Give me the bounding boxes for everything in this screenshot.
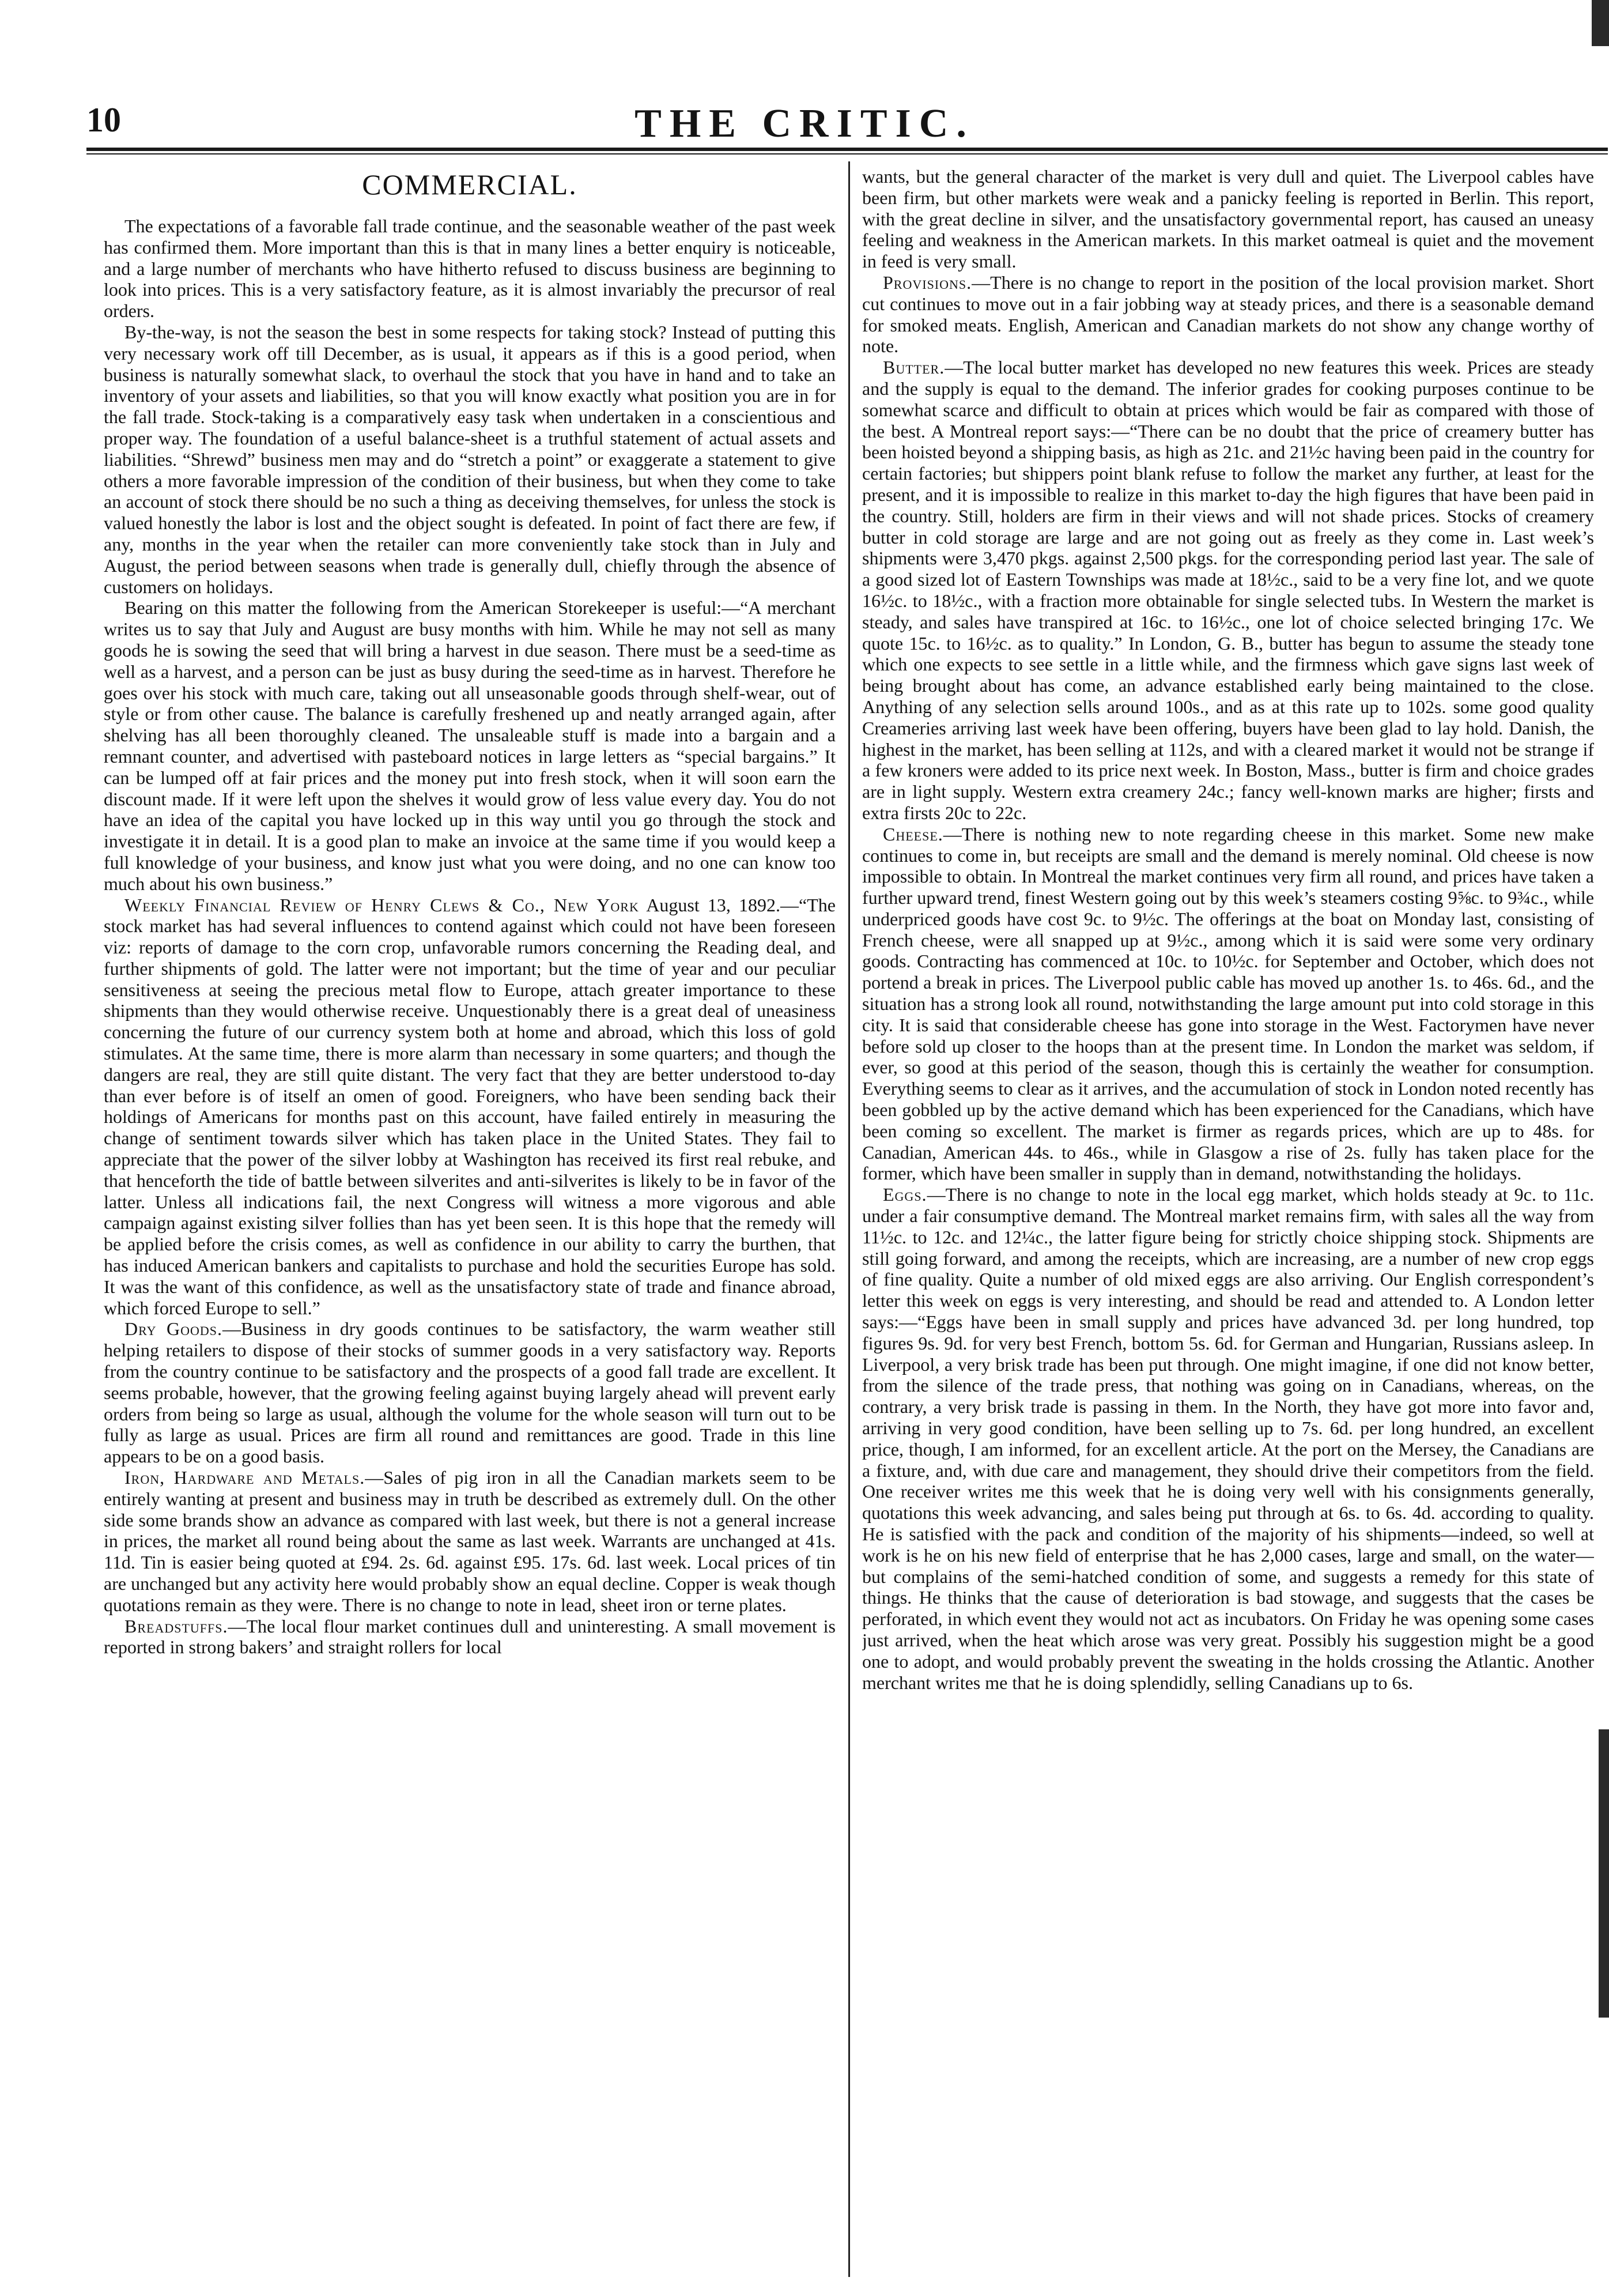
right-paragraphs (862, 166, 1594, 1693)
article-paragraph (104, 1467, 836, 1616)
article-paragraph (104, 216, 836, 322)
header-rule-thin (86, 153, 1608, 154)
paragraph-text: The expectations of a favorable fall trade continue, and the seasonable weather of the past week has confirmed them. More important than this is that in many lines a better enquiry is noticeable, and a large number of merchants who have hitherto refused to discuss business are beginning to look into prices. This is a very satisfactory feature, as it is almost invariably the precursor of real orders. (104, 216, 836, 322)
edge-smudge-top (1592, 0, 1609, 46)
paragraph-text: August 13, 1892.—“The stock market has had several influences to contend against which could not have been foreseen viz: reports of damage to the corn crop, unfavorable rumors concerning the Reading deal, and further shipments of gold. The latter were not important; but the time of year and our peculiar sensitiveness at seeing the precious metal flow to Europe, attach greater importance to these shipments than they would otherwise receive. Unquestionably there is a great deal of uneasiness concerning the future of our currency system both at home and abroad, which this loss of gold stimulates. At the same time, there is more alarm than necessary in some quarters; and though the dangers are real, they are still quite distant. The very fact that they are better understood to-day than ever before is of itself an omen of good. Foreigners, who have been sending back their holdings of Americans for months past on this account, have failed entirely in measuring the change of sentiment towards silver which has taken place in the United States. They fail to appreciate that the power of the silver lobby at Washington has received its first real rebuke, and that henceforth the tide of battle between silverites and anti-silverites is likely to be in favor of the latter. Unless all indications fail, the next Congress will witness a more vigorous and able campaign against existing silver follies than has yet been seen. It is this hope that the remedy will be applied before the crisis comes, as well as confidence in our ability to carry the burthen, that has induced American bankers and capitalists to purchase and hold the securities Europe has sold. It was the want of this confidence, as well as the unsatisfactory state of trade and finance abroad, which forced Europe to sell.” (104, 894, 836, 1318)
left-column (104, 166, 836, 2282)
paragraph-text: —Sales of pig iron in all the Canadian markets seem to be entirely wanting at present and business may in truth be described as extremely dull. On the other side some brands show an advance as compared with last week, but there is not a general increase in prices, the market all round being about the same as last week. Warrants are unchanged at 41s. 11d. Tin is easier being quoted at £94. 2s. 6d. against £95. 17s. 6d. last week. Local prices of tin are unchanged but any activity here would probably show an equal decline. Copper is weak though quotations remain as they were. There is no change to note in lead, sheet iron or terne plates. (104, 1467, 836, 1615)
paragraph-lead: Provisions. (883, 272, 972, 293)
section-heading: COMMERCIAL. (362, 168, 577, 201)
header-rule-thick (86, 148, 1608, 151)
article-paragraph (104, 597, 836, 894)
article-paragraph (104, 1318, 836, 1467)
article-paragraph (104, 1616, 836, 1658)
paragraph-text: —The local butter market has developed no new features this week. Prices are steady and the supply is equal to the demand. The inferior grades for cooking purposes continue to be somewhat scarce and difficult to obtain at prices which would be fair as compared with those of the best. A Montreal report says:—“There can be no doubt that the price of creamery butter has been hoisted beyond a shipping basis, as high as 21c. and 21½c having been paid in the country for certain factories; but shippers point blank refuse to follow the market any further, at least for the present, and it is impossible to realize in this market to-day the high figures that have been paid in the country. Still, holders are firm in their views and will not shade prices. Stocks of creamery butter in cold storage are large and are not going out as freely as they come in. Last week’s shipments were 3,470 pkgs. against 2,500 pkgs. for the corresponding period last year. The sale of a good sized lot of Eastern Townships was made at 18½c., said to be a very fine lot, and we quote 16½c. to 18½c., with a fraction more obtainable for single selected tubs. In Western the market is steady, and sales have transpired at 16c. to 16½c., one lot of choice selected bringing 17c. We quote 15c. to 16½c. as to quality.” In London, G. B., butter has begun to assume the steady tone which one expects to see settle in a little while, and the firmness which gave signs last week of being brought about has come, an advance established early being maintained to the close. Anything of any selection sells around 100s., and as at this rate up to 102s. some good quality Creameries arriving last week have been offering, buyers have been glad to lay hold. Danish, the highest in the market, has been selling at 112s, and with a cleared market it would not be strange if a few kroners were added to its price next week. In Boston, Mass., butter is firm and choice grades are in light supply. Western extra creamery 24c.; fancy well-known marks are higher; firsts and extra firsts 20c to 22c. (862, 357, 1594, 823)
paragraph-lead: Weekly Financial Review of Henry Clews & Co., New York (124, 894, 639, 915)
paragraph-text: —There is nothing new to note regarding cheese in this market. Some new make continues to come in, but receipts are small and the demand is merely nominal. Old cheese is now impossible to obtain. In Montreal the market continues very firm all round, and prices have taken a further upward trend, finest Western going out by this week’s steamers costing 9⅝c. to 9¾c., while underpriced goods have cost 9c. to 9½c. The offerings at the boat on Monday last, consisting of French cheese, were all snapped up at 9½c., among which it is said were some very ordinary goods. Contracting has commenced at 10c. to 10½c. for September and October, which does not portend a break in prices. The Liverpool public cable has moved up another 1s. to 46s. 6d., and the situation has a strong look all round, notwithstanding the large amount put into cold storage in this city. It is said that considerable cheese has gone into storage in the West. Factorymen have never before sold up closer to the hoops than at the present time. In London the market was seldom, if ever, so good at this period of the season, though this is certainly the weather for consumption. Everything seems to clear as it arrives, and the accumulation of stock in London noted recently has been gobbled up by the active demand which has been experienced for the Canadians, which have been coming so excellent. The market is firmer as regards prices, which are up to 48s. for Canadian, American 44s. to 46s., while in Glasgow a rise of 2s. fully has taken place for the former, which have been smaller in supply than in demand, notwithstanding the holidays. (862, 823, 1594, 1184)
article-paragraph (104, 322, 836, 597)
edge-smudge-middle (1599, 1729, 1609, 2018)
article-paragraph (104, 895, 836, 1319)
article-paragraph (862, 357, 1594, 824)
paragraph-lead: Eggs. (883, 1184, 927, 1205)
paragraph-text: —The local flour market continues dull and uninteresting. A small movement is reported in strong bakers’ and straight rollers for local (104, 1615, 836, 1658)
article-paragraph (862, 1184, 1594, 1693)
paragraph-text: By-the-way, is not the season the best in some respects for taking stock? Instead of putting this very necessary work off till December, as is usual, it appears as if this is a good period, when business is naturally somewhat slack, to overhaul the stock that you have in hand and to take an inventory of your assets and liabilities, so that you will know exactly what position you are in for the fall trade. Stock-taking is a comparatively easy task when undertaken in a conscientious and proper way. The foundation of a useful balance-sheet is a truthful statement of actual assets and liabilities. “Shrewd” business men may and do “stretch a point” or exaggerate a statement to give others a more favorable impression of the condition of their business, but when they come to take an account of stock there should be no such a thing as deceiving themselves, for unless the stock is valued honestly the labor is lost and the object sought is defeated. In point of fact there are few, if any, months in the year when the retailer can more conveniently take stock than in July and August, the period between seasons when trade is generally dull, chiefly through the absence of customers on holidays. (104, 321, 836, 597)
paragraph-text: —There is no change to report in the position of the local provision market. Short cut continues to move out in a fair jobbing way at steady prices, and there is a seasonable demand for smoked meats. English, American and Canadian markets do not show any change worthy of note. (862, 272, 1594, 357)
paragraph-lead: Dry Goods. (124, 1318, 222, 1340)
paragraph-lead: Cheese. (883, 823, 943, 844)
paragraph-lead: Iron, Hardware and Metals. (124, 1467, 365, 1488)
column-divider (848, 161, 850, 2277)
page-number: 10 (86, 101, 121, 139)
paragraph-text: Bearing on this matter the following from the American Storekeeper is useful:—“A merchant writes us to say that July and August are busy months with him. While he may not sell as many goods he is sowing the seed that will bring a harvest in due season. There must be a seed-time as well as a harvest, and a person can be just as busy during the seed-time as in harvest. Therefore he goes over his stock with much care, taking out all unseasonable goods through shelf-wear, out of style or from other cause. The balance is carefully freshened up and neatly arranged again, after shelving has all been thoroughly cleaned. The unsaleable stuff is made into a bargain and a remnant counter, and advertised with pasteboard notices in large letters as “special bargains.” It can be lumped off at fair prices and the money put into fresh stock, when it will soon earn the discount made. If it were left upon the shelves it would grow of less value every day. You do not have an idea of the capital you have locked up in this way until you go through the stock and investigate it in detail. It is a good plan to make an invoice at the same time if you would keep a full knowledge of your business, and know just what you were doing, and no one can know too much about his own business.” (104, 597, 836, 894)
article-paragraph (862, 824, 1594, 1185)
masthead-title: THE CRITIC. (634, 101, 975, 146)
left-paragraphs (104, 216, 836, 1658)
paragraph-lead: Breadstuffs. (124, 1615, 228, 1637)
right-column (862, 166, 1594, 2282)
article-paragraph (862, 166, 1594, 272)
paragraph-text: wants, but the general character of the market is very dull and quiet. The Liverpool cables have been firm, but other markets were weak and a panicky feeling is reported in Berlin. This report, with the great decline in silver, and the unsatisfactory governmental report, has caused an uneasy feeling and weakness in the American markets. In this market oatmeal is quiet and the movement in feed is very small. (862, 166, 1594, 272)
paragraph-text: —There is no change to note in the local egg market, which holds steady at 9c. to 11c. under a fair consumptive demand. The Montreal market remains firm, with sales all the way from 11½c. to 12c. and 12¼c., the latter figure being for strictly choice shipping stock. Shipments are still going forward, and among the receipts, which are increasing, are a number of new crop eggs of fine quality. Quite a number of old mixed eggs are also arriving. Our English correspondent’s letter this week on eggs is very interesting, and should be read and attended to. A London letter says:—“Eggs have been in small supply and prices have advanced 3d. per long hundred, top figures 9s. 9d. for very best French, bottom 5s. 6d. for German and Hungarian, Russians asleep. In Liverpool, a very brisk trade has been put through. One might imagine, if one did not know better, from the silence of the trade press, that nothing was going on in Canadians, whereas, on the contrary, a very brisk trade is passing in them. In the North, they have got more into favor and, arriving in very good condition, have been selling up to 7s. 6d. per long hundred, an excellent price, though, I am informed, for an excellent article. At the port on the Mersey, the Canadians are a fixture, and, with due care and management, they should drive their competitors from the field. One receiver writes me this week that he is doing very well with his consignments generally, quotations this week advancing, and sales being put through at 6s. to 6s. 4d. according to quality. He is satisfied with the pack and condition of the majority of his shipments—indeed, so well at work is he on his new field of enterprise that he has 2,000 cases, large and small, on the water—but complains of the semi-hatched condition of some, and suggests a remedy for this state of things. He thinks that the cause of deterioration is bad stowage, and suggests that the cases be perforated, in which event they would not act as incubators. On Friday he was opening some cases just arrived, when the heat which arose was very great. Possibly his suggestion might be a good one to adopt, and would probably prevent the sweating in the holds crossing the Atlantic. Another merchant writes me that he is doing splendidly, selling Canadians up to 6s. (862, 1184, 1594, 1693)
paragraph-lead: Butter. (883, 357, 945, 378)
paragraph-text: —Business in dry goods continues to be satisfactory, the warm weather still helping retailers to dispose of their stocks of summer goods in a very satisfactory way. Reports from the country continue to be satisfactory and the prospects of a good fall trade are excellent. It seems probable, however, that the growing feeling against buying largely ahead will prevent early orders from being so large as usual, although the volume for the whole season will turn out to be fully as large as usual. Prices are firm all round and remittances are good. Trade in this line appears to be on a good basis. (104, 1318, 836, 1467)
article-paragraph (862, 272, 1594, 357)
